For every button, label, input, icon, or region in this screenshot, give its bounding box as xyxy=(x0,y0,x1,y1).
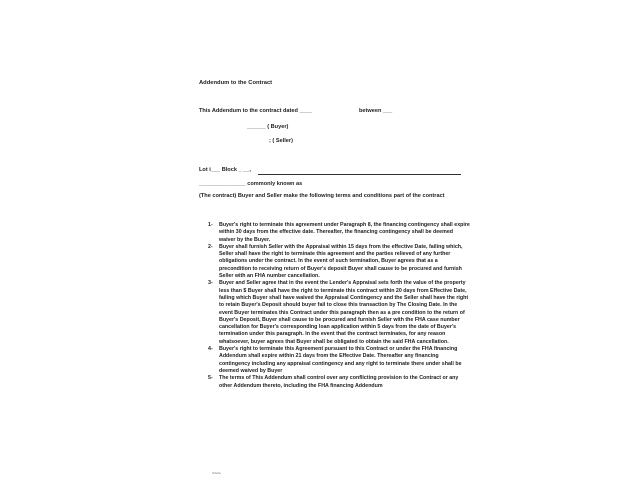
known-as-line: _______________ commonly known as xyxy=(199,181,303,187)
list-item xyxy=(208,346,470,375)
item-number: 4- xyxy=(208,346,213,353)
buyer-line: ______ ( Buyer) xyxy=(247,124,289,130)
list-item xyxy=(208,244,470,280)
list-item xyxy=(208,280,470,346)
list-item xyxy=(208,375,470,390)
item-number: 5- xyxy=(208,375,213,382)
item-text: Buyer's right to terminate this agreement under Paragraph 8, the financing contingency shall expire within 30 days from the effective date. Thereafter, the financing contingency shall be deemed waiver by the Buyer. xyxy=(219,222,470,243)
lot-block-line: Lot i___ Block _ __, xyxy=(199,167,251,173)
dated-line: This Addendum to the contract dated ____ xyxy=(199,108,312,114)
item-text: The terms of This Addendum shall control over any conflicting provision to the Contract or any other Addendum thereto, including the FHA financing Addendum xyxy=(219,375,459,389)
document-title: Addendum to the Contract xyxy=(199,80,273,86)
item-text: Buyer and Seller agree that in the event the Lender's Appraisal sets forth the value of the property less than $ Buyer shall have the right to terminate this contract within 20 days from Effective Date, failing which Buyer shall have waived the Appraisal Contingency and the Seller shall have the right to retain Buyer's Deposit should buyer fail to close this transaction by The Closing Date. In the event Buyer terminates this Contract under this paragraph then as a pre condition to the return of Buyer's Deposit, Buyer shall cause to be procured and furnish Seller with the FHA case number cancellation for Buyer's corresponding loan application within 5 days from the date of Buyer's termination under this paragraph. In the event that the contract terminates, for any reason whatsoever, buyer agrees that Buyer shall be obligated to obtain the said FHA cancellation. xyxy=(219,280,469,345)
page-footer-mark: ~~~ xyxy=(212,471,221,477)
item-number: 2- xyxy=(208,243,213,250)
seller-line: ; ( Seller) xyxy=(269,138,293,144)
lot-underline xyxy=(258,174,461,175)
terms-list xyxy=(208,222,470,390)
item-text: Buyer shall furnish Seller with the Appraisal within 15 days from the effective Date, failing which, Seller shall have the right to terminate this agreement and the parties relieved of any further obligations under the contract. In the event of such termination, Buyer agrees that as a precondition to receiving return of Buyer's deposit Buyer shall cause to be procured and furnish Seller with an FHA number cancellation. xyxy=(219,243,463,280)
list-item xyxy=(208,222,470,244)
item-text: Buyer's right to terminate this Agreement pursuant to this Contract or under the FHA financing Addendum shall expire within 21 days from the Effective Date. Thereafter any financing contingency including any appraisal contingency and any right to terminate there under shall be deemed waived by Buyer xyxy=(219,346,462,374)
contract-terms-intro: (The contract) Buyer and Seller make the following terms and conditions part of the contract xyxy=(199,193,445,199)
between-line: between ___ xyxy=(359,108,393,114)
item-number: 3- xyxy=(208,280,213,287)
item-number: 1- xyxy=(208,222,213,228)
